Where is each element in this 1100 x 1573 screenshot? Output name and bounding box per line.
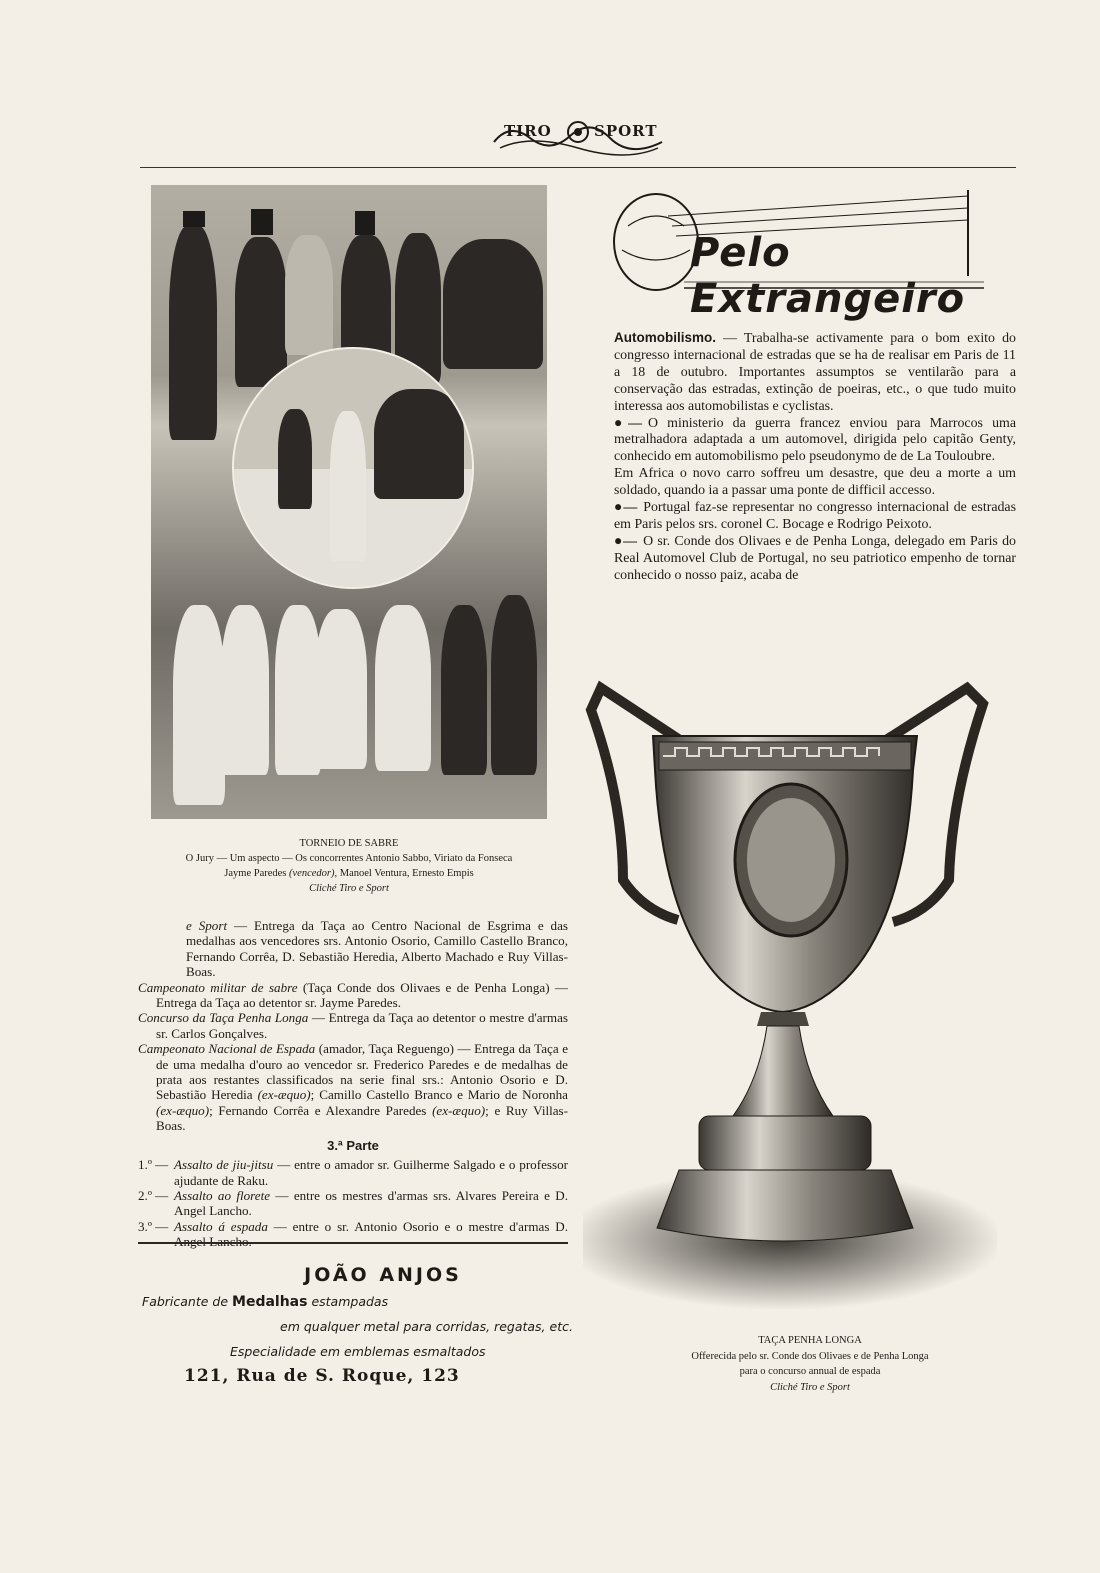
ad-line-2: em qualquer metal para corridas, regatas, etc. xyxy=(280,1319,573,1334)
bullet-icon: ●— xyxy=(614,415,642,431)
photo-caption-title: TORNEIO DE SABRE xyxy=(299,838,399,849)
paragraph: Concurso da Taça Penha Longa — Entrega da Taça ao detentor o mestre d'armas sr. Carlos Gonçalves. xyxy=(138,1010,568,1041)
photo-caption-line1: O Jury — Um aspecto — Os concorrentes Antonio Sabbo, Viriato da Fonseca xyxy=(185,853,513,864)
part-heading: 3.ª Parte xyxy=(327,1137,379,1153)
ad-company-name: JOÃO ANJOS xyxy=(304,1264,462,1286)
photo-caption-line2: Jayme Paredes (vencedor), Manoel Ventura, Ernesto Empis xyxy=(224,868,474,879)
section-heading: Pelo Extrangeiro xyxy=(690,230,966,322)
right-text-column xyxy=(614,330,1016,585)
paragraph: Campeonato Nacional de Espada (amador, Taça Reguengo) — Entrega da Taça e de uma medalha d'ouro ao vencedor sr. Frederico Paredes e de medalhas de prata aos restantes classificados na serie final srs.: Antonio Osorio e D. Sebastião Heredia (ex-æquo); Camillo Castello Branco e Mario de Noronha (ex-æquo); Fernando Corrêa e Alexandre Paredes (ex-æquo); e Ruy Villas-Boas. xyxy=(138,1041,569,1134)
fencing-inset-photo xyxy=(232,347,474,589)
ad-line-3: Especialidade em emblemas esmaltados xyxy=(230,1344,486,1359)
list-item: 2.º — Assalto ao florete — entre os mestres d'armas srs. Alvares Pereira e D. Angel Lancho. xyxy=(138,1187,568,1219)
svg-text:TIRO: TIRO xyxy=(504,122,552,140)
trophy-caption-title: TAÇA PENHA LONGA xyxy=(758,1335,862,1346)
photo-caption-credit: Cliché Tiro e Sport xyxy=(309,883,389,894)
paragraph: ●— O ministerio da guerra francez enviou para Marrocos uma metralhadora adaptada a um automovel, dirigida pelo capitão Genty, conhecido em automobilismo pelo pseudonymo de de La Touloubre. xyxy=(614,415,1017,465)
bullet-icon: ●— xyxy=(614,533,638,549)
paragraph: Automobilismo. — Trabalha-se activamente para o bom exito do congresso internacional de estradas que se ha de realisar em Paris de 11 a 18 de outubro. Importantes assumptos se ventilarão para a conservação das estradas, extinção de poeiras, etc., o que tudo muito interessa aos automobilistas e cyclistas. xyxy=(614,330,1016,414)
masthead-logo xyxy=(490,112,666,156)
bullet-icon: ●— xyxy=(614,500,638,516)
paragraph: Campeonato militar de sabre (Taça Conde dos Olivaes e de Penha Longa) — Entrega da Taça ao detentor sr. Jayme Paredes. xyxy=(138,979,568,1011)
paragraph: ●— O sr. Conde dos Olivaes e de Penha Longa, delegado em Paris do Real Automovel Club de Portugal, no seu patriotico empenho de tornar conhecido o nosso paiz, acaba de xyxy=(614,533,1016,583)
ad-address: 121, Rua de S. Roque, 123 xyxy=(184,1366,460,1386)
paragraph: ●— Portugal faz-se representar no congresso internacional de estradas em Paris pelos srs. coronel C. Bocage e Rodrigo Peixoto. xyxy=(614,500,1016,532)
ad-rule xyxy=(138,1242,568,1244)
section-heading-illustration xyxy=(608,186,988,322)
paragraph: Em Africa o novo carro soffreu um desastre, que deu a morte a um soldado, quando ia a passar uma ponte de difficil accesso. xyxy=(614,466,1016,499)
list-item: 3.º — Assalto á espada — entre o sr. Antonio Osorio e o mestre d'armas D. Angel Lancho. xyxy=(138,1218,568,1250)
trophy-illustration xyxy=(583,680,997,1316)
ad-line-1: Fabricante de Medalhas estampadas xyxy=(142,1294,389,1310)
svg-text:SPORT: SPORT xyxy=(594,122,658,140)
left-text-column xyxy=(138,918,568,1250)
list-item: 1.º — Assalto de jiu-jitsu — entre o amador sr. Guilherme Salgado e o professor ajudante de Raku. xyxy=(138,1157,568,1188)
paragraph: e Sport — Entrega da Taça ao Centro Nacional de Esgrima e das medalhas aos vencedores srs. Antonio Osorio, Camillo Castello Branco, Fernando Corrêa, D. Sebastião Heredia, Alberto Machado e Ruy Villas-Boas. xyxy=(186,918,568,980)
trophy-caption-line1: Offerecida pelo sr. Conde dos Olivaes e de Penha Longa xyxy=(691,1351,929,1362)
header-rule xyxy=(140,167,1016,168)
trophy-caption-line2: para o concurso annual de espada xyxy=(739,1366,881,1377)
trophy-caption-credit: Cliché Tiro e Sport xyxy=(770,1382,850,1393)
